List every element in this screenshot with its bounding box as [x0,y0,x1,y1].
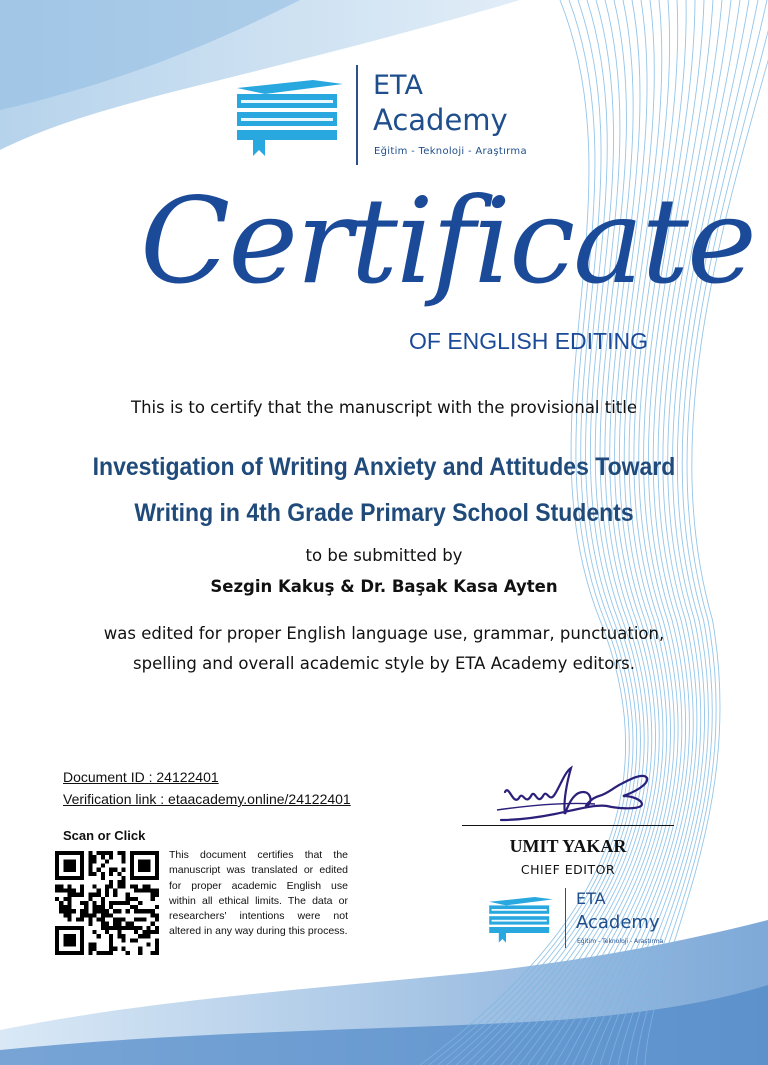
signatory-role: CHIEF EDITOR [520,862,616,877]
signatory-name: UMIT YAKAR [509,836,627,856]
logo-small-line2: Academy [576,912,660,933]
verification-note: This document certifies that the manuscript was translated or edited for proper academic English use within all ethical limits. The data or researchers' intentions were not altered in any way during this process. [169,849,348,938]
manuscript-title-line2: Writing in 4th Grade Primary School Students [134,499,634,527]
qr-code-icon[interactable] [55,851,159,955]
logo-line2: Academy [373,103,508,137]
verification-link[interactable]: Verification link : etaacademy.online/24122401 [63,791,351,807]
logo-small-line1: ETA [576,889,606,908]
manuscript-title-line1: Investigation of Writing Anxiety and Attitudes Toward [92,453,676,481]
certificate-title: Certificate [140,172,755,310]
certify-text: This is to certify that the manuscript with the provisional title [130,398,638,417]
edited-line2: spelling and overall academic style by ETA Academy editors. [133,654,635,673]
logo-small-tagline: Eğitim - Teknoloji - Araştırma [577,938,664,945]
scan-label: Scan or Click [63,828,146,843]
manuscript-title [68,444,701,536]
logo-small-divider [565,888,566,948]
edited-statement [40,619,728,679]
edited-line1: was edited for proper English language use, grammar, punctuation, [103,624,665,643]
logo-line1: ETA [373,70,423,101]
books-logo-small-icon [488,893,554,943]
submitted-by: to be submitted by [305,546,463,565]
certificate-subtitle: OF ENGLISH EDITING [409,328,648,354]
signature-line [462,825,674,826]
signature-icon [495,762,665,828]
logo-divider [356,65,358,165]
document-id: Document ID : 24122401 [63,769,219,785]
logo-tagline: Eğitim - Teknoloji - Araştırma [374,146,527,157]
books-logo-icon [235,74,345,156]
authors: Sezgin Kakuş & Dr. Başak Kasa Ayten [210,577,558,596]
